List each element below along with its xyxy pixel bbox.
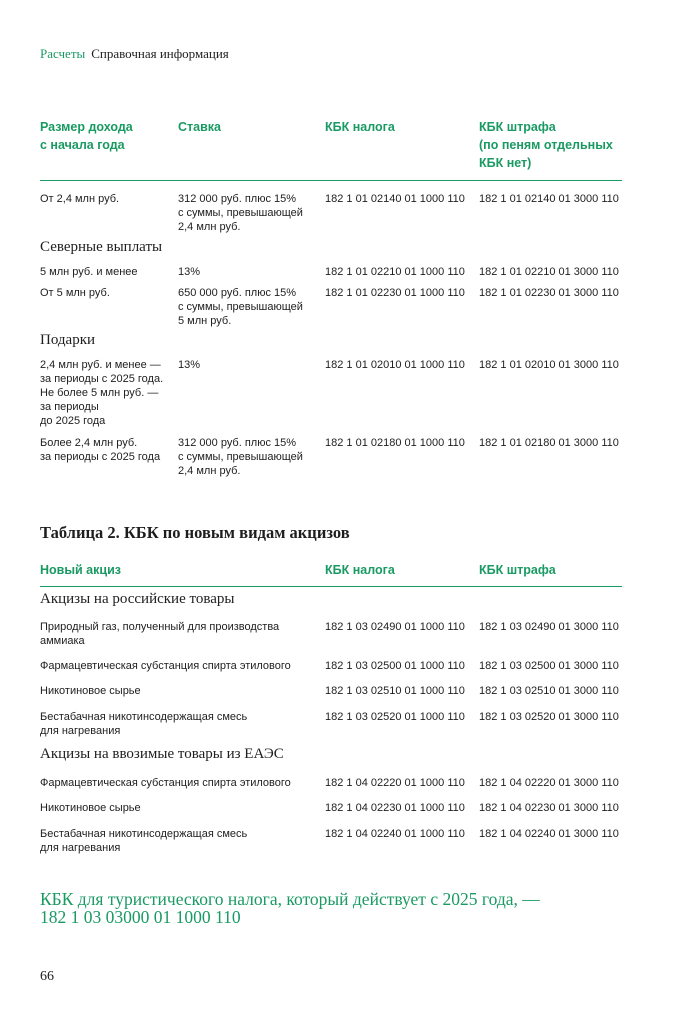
group-title-russian-goods: Акцизы на российские товары	[40, 591, 235, 607]
kbk-tax-cell: 182 1 04 02220 01 1000 110	[325, 777, 465, 789]
kbk-fine-cell: 182 1 03 02520 01 3000 110	[479, 711, 619, 723]
kbk-fine-cell: 182 1 01 02210 01 3000 110	[479, 266, 619, 278]
kbk-tax-cell: 182 1 04 02230 01 1000 110	[325, 802, 465, 814]
excise-name-cell: Фармацевтическая субстанция спирта этилового	[40, 777, 291, 789]
header-divider	[40, 586, 622, 587]
running-head-section: Расчеты	[40, 46, 86, 61]
kbk-fine-cell: 182 1 01 02180 01 3000 110	[479, 437, 619, 449]
kbk-fine-cell: 182 1 03 02490 01 3000 110	[479, 621, 619, 633]
kbk-fine-cell: 182 1 01 02230 01 3000 110	[479, 287, 619, 299]
kbk-fine-cell: 182 1 04 02220 01 3000 110	[479, 777, 619, 789]
rate-cell: 13%	[178, 266, 201, 278]
kbk-fine-cell: 182 1 04 02230 01 3000 110	[479, 802, 619, 814]
rate-cell: 650 000 руб. плюс 15% с суммы, превышающей 5 млн руб.	[178, 287, 303, 327]
group-title-north: Северные выплаты	[40, 239, 163, 255]
kbk-tax-cell: 182 1 01 02210 01 1000 110	[325, 266, 465, 278]
header-kbk-fine: КБК штрафа (по пеням отдельных КБК нет)	[479, 120, 613, 170]
tourist-tax-note: КБК для туристического налога, который действует с 2025 года, — 182 1 03 03000 01 1000 110	[40, 889, 540, 927]
excise-name-cell: Бестабачная никотинсодержащая смесь для нагревания	[40, 711, 248, 737]
kbk-tax-cell: 182 1 03 02500 01 1000 110	[325, 660, 465, 672]
kbk-fine-cell: 182 1 01 02010 01 3000 110	[479, 359, 619, 371]
rate-cell: 312 000 руб. плюс 15% с суммы, превышающей 2,4 млн руб.	[178, 193, 303, 233]
kbk-tax-cell: 182 1 03 02520 01 1000 110	[325, 711, 465, 723]
kbk-tax-cell: 182 1 01 02180 01 1000 110	[325, 437, 465, 449]
kbk-fine-cell: 182 1 03 02500 01 3000 110	[479, 660, 619, 672]
kbk-tax-cell: 182 1 01 02140 01 1000 110	[325, 193, 465, 205]
header-income: Размер дохода с начала года	[40, 120, 133, 152]
rate-cell: 13%	[178, 359, 201, 371]
header-divider	[40, 180, 622, 181]
rate-cell: 312 000 руб. плюс 15% с суммы, превышающей 2,4 млн руб.	[178, 437, 303, 477]
excise-name-cell: Бестабачная никотинсодержащая смесь для нагревания	[40, 828, 248, 854]
kbk-tax-cell: 182 1 04 02240 01 1000 110	[325, 828, 465, 840]
header-kbk-tax: КБК налога	[325, 563, 395, 577]
income-cell: 2,4 млн руб. и менее — за периоды с 2025 года. Не более 5 млн руб. — за периоды до 2025 года	[40, 359, 164, 427]
header-new-excise: Новый акциз	[40, 563, 121, 577]
group-title-gifts: Подарки	[40, 332, 96, 348]
kbk-fine-cell: 182 1 01 02140 01 3000 110	[479, 193, 619, 205]
header-kbk-tax: КБК налога	[325, 120, 395, 134]
kbk-fine-cell: 182 1 04 02240 01 3000 110	[479, 828, 619, 840]
income-cell: От 5 млн руб.	[40, 287, 110, 299]
header-kbk-fine: КБК штрафа	[479, 563, 556, 577]
kbk-tax-cell: 182 1 03 02510 01 1000 110	[325, 685, 465, 697]
running-head	[40, 46, 229, 62]
excise-name-cell: Фармацевтическая субстанция спирта этилового	[40, 660, 291, 672]
excise-name-cell: Никотиновое сырье	[40, 685, 141, 697]
table-2-title: Таблица 2. КБК по новым видам акцизов	[40, 523, 350, 542]
excise-name-cell: Никотиновое сырье	[40, 802, 141, 814]
kbk-tax-cell: 182 1 01 02010 01 1000 110	[325, 359, 465, 371]
kbk-fine-cell: 182 1 03 02510 01 3000 110	[479, 685, 619, 697]
income-cell: 5 млн руб. и менее	[40, 266, 138, 278]
page-number: 66	[40, 969, 54, 984]
running-head-title: Справочная информация	[91, 46, 229, 61]
excise-name-cell: Природный газ, полученный для производства аммиака	[40, 621, 280, 647]
kbk-tax-cell: 182 1 03 02490 01 1000 110	[325, 621, 465, 633]
group-title-eaeu-goods: Акцизы на ввозимые товары из ЕАЭС	[40, 746, 284, 762]
income-cell: Более 2,4 млн руб. за периоды с 2025 года	[40, 437, 161, 463]
kbk-tax-cell: 182 1 01 02230 01 1000 110	[325, 287, 465, 299]
header-rate: Ставка	[178, 120, 221, 134]
income-cell: От 2,4 млн руб.	[40, 193, 120, 205]
